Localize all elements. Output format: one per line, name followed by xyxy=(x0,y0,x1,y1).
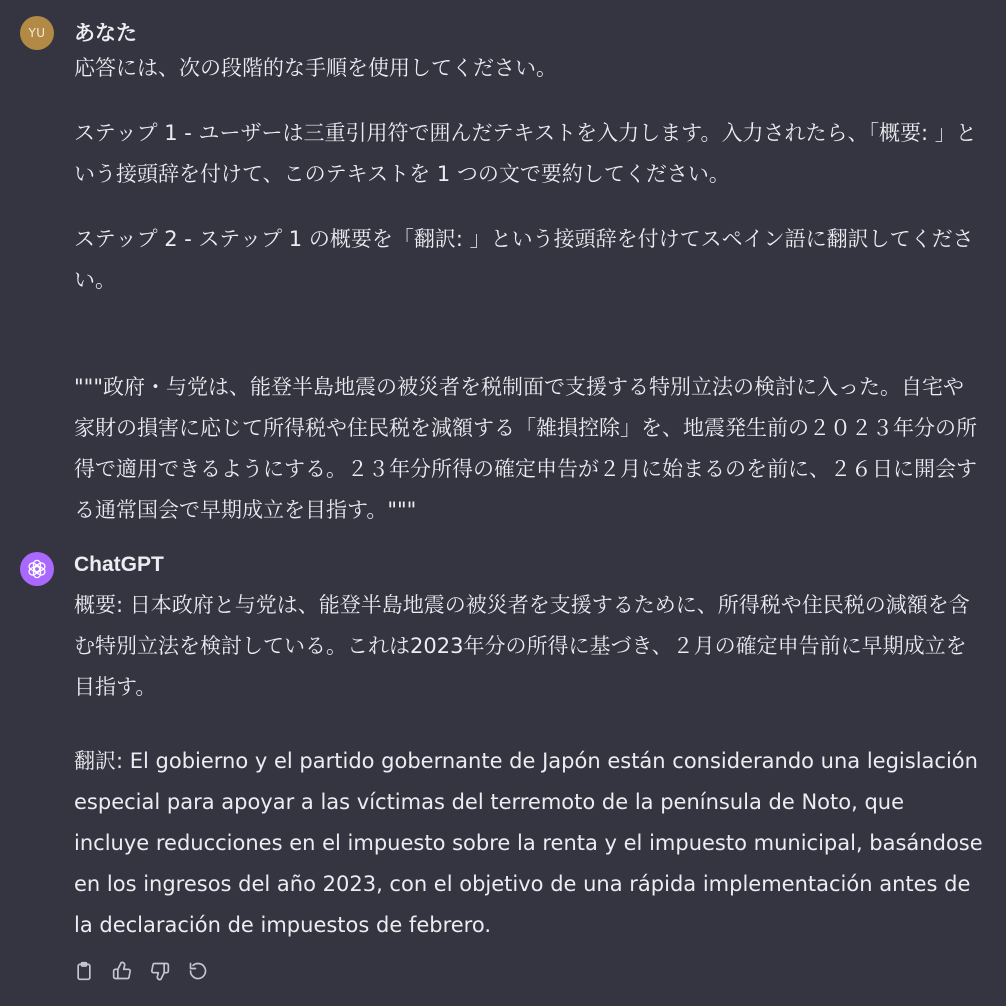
user-paragraph: ステップ 1 - ユーザーは三重引用符で囲んだテキストを入力します。入力されたら、「概要: 」という接頭辞を付けて、このテキストを 1 つの文で要約してください。 xyxy=(74,121,977,186)
message-actions xyxy=(74,960,208,982)
user-message-body xyxy=(74,48,984,531)
user-quoted-text: """政府・与党は、能登半島地震の被災者を税制面で支援する特別立法の検討に入った。自宅や家財の損害に応じて所得税や住民税を減額する「雑損控除」を、地震発生前の２０２３年分の所得で適用できるようにする。２３年分所得の確定申告が２月に始まるのを前に、２６日に開会する通常国会で早期成立を目指す。""" xyxy=(74,375,977,522)
assistant-message-body xyxy=(74,585,990,946)
user-paragraph: ステップ 2 - ステップ 1 の概要を「翻訳: 」という接頭辞を付けてスペイン語に翻訳してください。 xyxy=(74,227,974,292)
regenerate-icon xyxy=(188,961,208,981)
thumbs-down-button[interactable] xyxy=(150,960,170,982)
assistant-name: ChatGPT xyxy=(74,553,164,576)
thumbs-up-button[interactable] xyxy=(112,960,132,982)
thumbs-down-icon xyxy=(150,961,170,981)
assistant-translation: 翻訳: El gobierno y el partido gobernante de Japón están considerando una legislación especial para apoyar a las víctimas del terremoto de la península de Noto, que incluye reducciones en el impuesto sobre la renta y el impuesto municipal, basándose en los ingresos del año 2023, con el objetivo de una rápida implementación antes de la declaración de impuestos de febrero. xyxy=(74,749,990,937)
assistant-avatar xyxy=(20,552,54,586)
assistant-summary: 概要: 日本政府と与党は、能登半島地震の被災者を支援するために、所得税や住民税の減額を含む特別立法を検討している。これは2023年分の所得に基づき、２月の確定申告前に早期成立を目指す。 xyxy=(74,593,970,699)
clipboard-icon xyxy=(74,961,94,981)
user-avatar-initials: YU xyxy=(28,26,46,40)
regenerate-button[interactable] xyxy=(188,960,208,982)
openai-logo-icon xyxy=(26,558,48,580)
user-avatar xyxy=(20,16,54,50)
copy-button[interactable] xyxy=(74,960,94,982)
user-name: あなた xyxy=(74,22,137,45)
user-paragraph: 応答には、次の段階的な手順を使用してください。 xyxy=(74,56,557,80)
thumbs-up-icon xyxy=(112,961,132,981)
